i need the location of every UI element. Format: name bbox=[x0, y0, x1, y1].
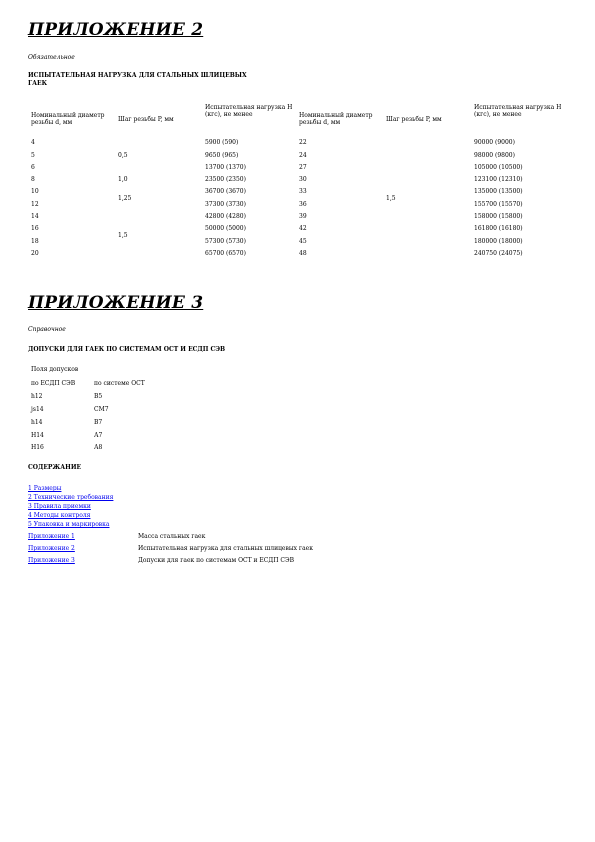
table-cell-load: 13700 (1370) bbox=[205, 164, 246, 171]
table-cell-pitch: 1,25 bbox=[118, 195, 132, 202]
contents-link[interactable]: 5 Упаковка и маркировка bbox=[28, 521, 110, 528]
appendix-3-subtitle: Справочное bbox=[28, 326, 66, 333]
table-cell-load: 98000 (9800) bbox=[474, 152, 515, 159]
table-cell-ost: В7 bbox=[94, 419, 103, 426]
table-cell-load: 50000 (5000) bbox=[205, 225, 246, 232]
appendix-link[interactable]: Приложение 1 bbox=[28, 533, 75, 540]
header-load-right: Испытательная нагрузка Н (кгс), не менее bbox=[474, 104, 562, 118]
contents-link[interactable]: 2 Технические требования bbox=[28, 494, 114, 501]
table-cell-load: 37300 (3730) bbox=[205, 201, 246, 208]
header-diameter-right: Номинальный диаметр резьбы d, мм bbox=[299, 112, 373, 126]
header-diameter-left: Номинальный диаметр резьбы d, мм bbox=[31, 112, 105, 126]
table-cell-load: 42800 (4280) bbox=[205, 213, 246, 220]
table-cell-load: 158000 (15800) bbox=[474, 213, 523, 220]
table-header-esdp: по ЕСДП СЭВ bbox=[31, 380, 76, 387]
contents-link[interactable]: 1 Размеры bbox=[28, 485, 62, 492]
header-pitch-right: Шаг резьбы P, мм bbox=[386, 116, 442, 123]
appendix-link[interactable]: Приложение 3 bbox=[28, 557, 75, 564]
table-cell-d: 39 bbox=[299, 213, 307, 220]
table-cell-d: 42 bbox=[299, 225, 307, 232]
table-cell-d: 4 bbox=[31, 139, 35, 146]
table-cell-load: 9650 (965) bbox=[205, 152, 239, 159]
table-cell-d: 30 bbox=[299, 176, 307, 183]
appendix-description: Допуски для гаек по системам ОСТ и ЕСДП СЭВ bbox=[138, 557, 294, 564]
table-cell-d: 20 bbox=[31, 250, 39, 257]
table-cell-load: 123100 (12310) bbox=[474, 176, 523, 183]
table-cell-pitch: 1,5 bbox=[386, 195, 396, 202]
table-cell-d: 33 bbox=[299, 188, 307, 195]
table-cell-d: 36 bbox=[299, 201, 307, 208]
table-cell-pitch: 0,5 bbox=[118, 152, 128, 159]
appendix-link[interactable]: Приложение 2 bbox=[28, 545, 75, 552]
table-cell-esdp: h14 bbox=[31, 419, 43, 426]
table-cell-d: 24 bbox=[299, 152, 307, 159]
table-group-header: Поля допусков bbox=[31, 366, 79, 373]
table-cell-load: 135000 (13500) bbox=[474, 188, 523, 195]
table-cell-load: 23500 (2350) bbox=[205, 176, 246, 183]
appendix-2-subtitle: Обязательное bbox=[28, 54, 75, 61]
table-cell-load: 90000 (9000) bbox=[474, 139, 515, 146]
appendix-2-title: ПРИЛОЖЕНИЕ 2 bbox=[28, 20, 204, 40]
table-cell-esdp: h12 bbox=[31, 393, 43, 400]
table-cell-load: 240750 (24075) bbox=[474, 250, 523, 257]
table-cell-d: 12 bbox=[31, 201, 39, 208]
table-cell-load: 5900 (590) bbox=[205, 139, 239, 146]
table-cell-load: 65700 (6570) bbox=[205, 250, 246, 257]
appendix-3-caption: ДОПУСКИ ДЛЯ ГАЕК ПО СИСТЕМАМ ОСТ И ЕСДП СЭВ bbox=[28, 346, 226, 353]
table-cell-load: 36700 (3670) bbox=[205, 188, 246, 195]
table-cell-load: 161800 (16180) bbox=[474, 225, 523, 232]
table-cell-esdp: H14 bbox=[31, 432, 44, 439]
table-cell-d: 8 bbox=[31, 176, 35, 183]
table-cell-d: 27 bbox=[299, 164, 307, 171]
table-cell-d: 16 bbox=[31, 225, 39, 232]
table-cell-load: 155700 (15570) bbox=[474, 201, 523, 208]
table-cell-load: 105000 (10500) bbox=[474, 164, 523, 171]
contents-link[interactable]: 4 Методы контроля bbox=[28, 512, 91, 519]
table-cell-ost: А8 bbox=[94, 444, 103, 451]
table-header-ost: по системе ОСТ bbox=[94, 380, 145, 387]
table-cell-esdp: js14 bbox=[31, 406, 44, 413]
table-cell-d: 5 bbox=[31, 152, 35, 159]
table-cell-d: 18 bbox=[31, 238, 39, 245]
table-cell-d: 14 bbox=[31, 213, 39, 220]
table-cell-d: 6 bbox=[31, 164, 35, 171]
table-cell-d: 45 bbox=[299, 238, 307, 245]
table-cell-load: 57300 (5730) bbox=[205, 238, 246, 245]
table-cell-ost: В5 bbox=[94, 393, 103, 400]
table-cell-load: 180000 (18000) bbox=[474, 238, 523, 245]
contents-title: СОДЕРЖАНИЕ bbox=[28, 464, 82, 471]
table-cell-d: 10 bbox=[31, 188, 39, 195]
table-cell-pitch: 1,5 bbox=[118, 232, 128, 239]
table-cell-d: 48 bbox=[299, 250, 307, 257]
appendix-2-caption: ИСПЫТАТЕЛЬНАЯ НАГРУЗКА ДЛЯ СТАЛЬНЫХ ШЛИЦЕВЫХ ГАЕК bbox=[28, 72, 247, 87]
table-cell-ost: А7 bbox=[94, 432, 103, 439]
header-pitch-left: Шаг резьбы P, мм bbox=[118, 116, 174, 123]
contents-link[interactable]: 3 Правила приемки bbox=[28, 503, 91, 510]
header-load-left: Испытательная нагрузка Н (кгс), не менее bbox=[205, 104, 293, 118]
table-cell-ost: СМ7 bbox=[94, 406, 109, 413]
appendix-3-title: ПРИЛОЖЕНИЕ 3 bbox=[28, 293, 204, 313]
table-cell-pitch: 1,0 bbox=[118, 176, 128, 183]
appendix-description: Испытательная нагрузка для стальных шлицевых гаек bbox=[138, 545, 313, 552]
table-cell-d: 22 bbox=[299, 139, 307, 146]
table-cell-esdp: H16 bbox=[31, 444, 44, 451]
appendix-description: Масса стальных гаек bbox=[138, 533, 206, 540]
